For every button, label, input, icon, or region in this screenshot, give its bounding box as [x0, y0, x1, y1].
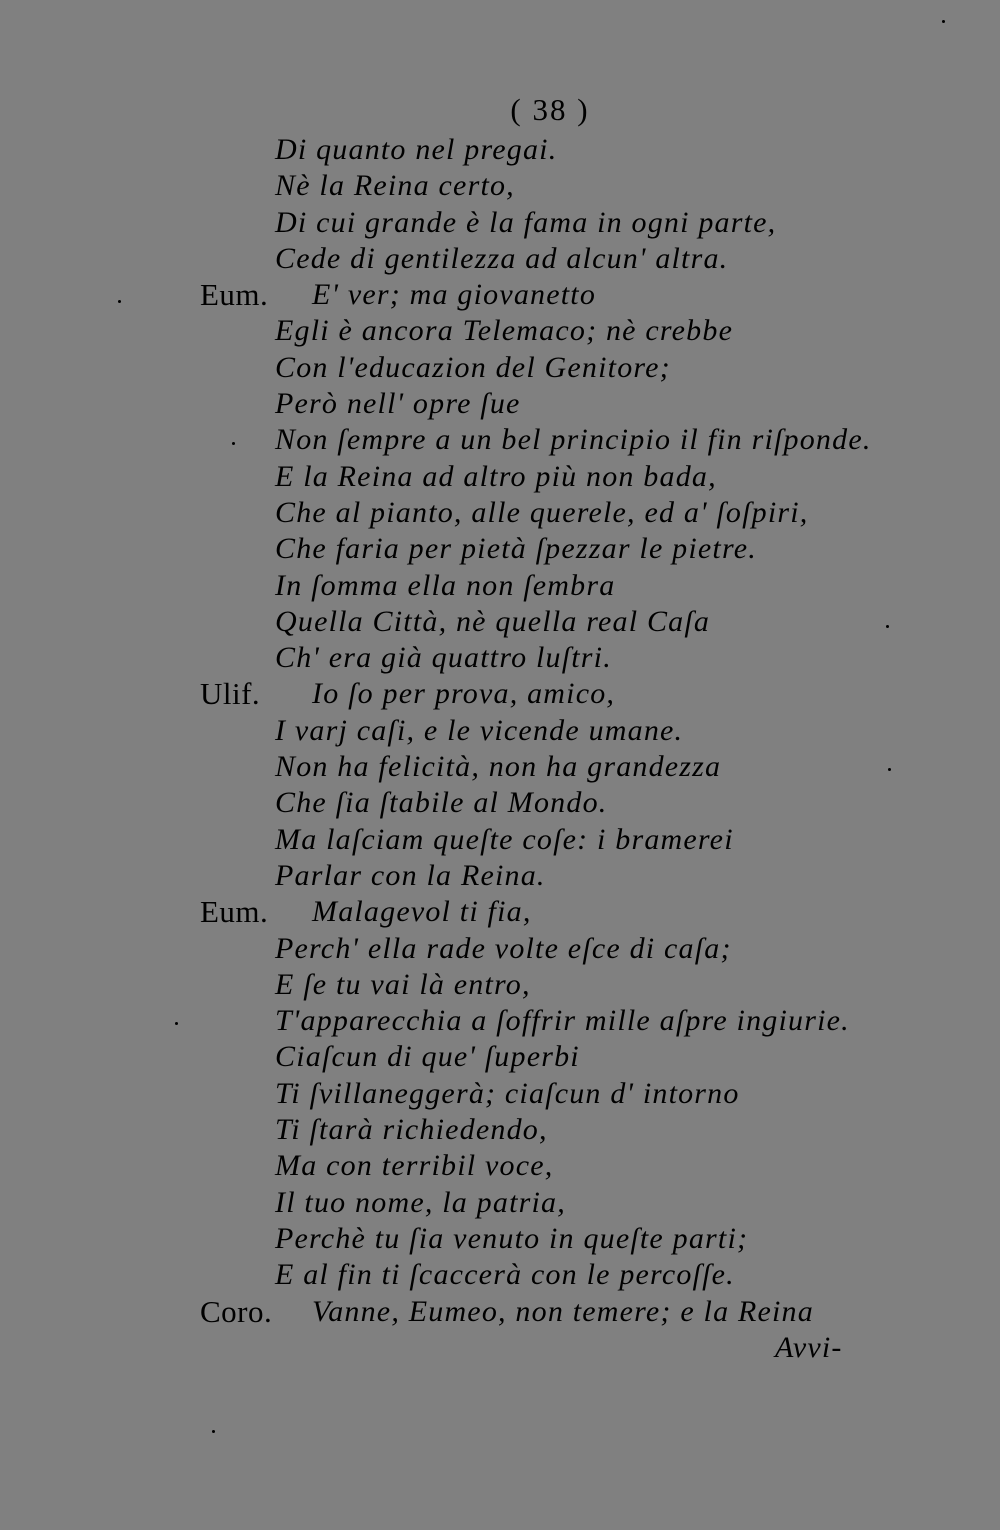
verse-line [0, 604, 1000, 640]
verse-line [0, 459, 1000, 495]
speaker-label: Ulif. [200, 676, 261, 712]
verse-line [0, 241, 1000, 277]
verse-line [0, 822, 1000, 858]
verse-line [0, 1039, 1000, 1075]
verse-text: Cede di gentilezza ad alcun' altra. [275, 241, 729, 275]
ink-speck [942, 20, 945, 23]
ink-speck [888, 768, 891, 771]
verse-line [0, 967, 1000, 1003]
verse-line [0, 894, 1000, 930]
verse-text: Ti ſtarà richiedendo, [275, 1113, 548, 1147]
verse-line [0, 640, 1000, 676]
speaker-label: Eum. [200, 894, 269, 930]
ink-speck [212, 1430, 215, 1433]
verse-text: Vanne, Eumeo, non temere; e la Reina [312, 1294, 814, 1328]
ink-speck [886, 625, 889, 628]
verse-line [0, 931, 1000, 967]
verse-text: Non ſempre a un bel principio il fin riſponde. [275, 423, 872, 457]
verse-text: Ti ſvillaneggerà; ciaſcun d' intorno [275, 1076, 740, 1110]
verse-block [0, 132, 1000, 1366]
speaker-label: Eum. [200, 277, 269, 313]
verse-text: T'apparecchia a ſoffrir mille aſpre ingiurie. [275, 1004, 850, 1038]
verse-line [0, 350, 1000, 386]
verse-text: Ma laſciam queſte coſe: i bramerei [275, 822, 734, 856]
verse-line [0, 1076, 1000, 1112]
verse-text: Che ſia ſtabile al Mondo. [275, 786, 608, 820]
verse-text: E ſe tu vai là entro, [275, 967, 531, 1001]
verse-line [0, 749, 1000, 785]
verse-line [0, 1294, 1000, 1330]
verse-text: Di quanto nel pregai. [275, 133, 558, 166]
verse-text: Però nell' opre ſue [275, 387, 521, 421]
verse-text: In ſomma ella non ſembra [275, 568, 616, 602]
verse-text: Che faria per pietà ſpezzar le pietre. [275, 532, 757, 566]
verse-text: Egli è ancora Telemaco; nè crebbe [275, 314, 734, 348]
verse-text: Che al pianto, alle querele, ed a' ſoſpiri, [275, 495, 809, 529]
verse-text: Non ha felicità, non ha grandezza [275, 750, 722, 784]
verse-line [0, 205, 1000, 241]
verse-line [0, 531, 1000, 567]
verse-line [0, 785, 1000, 821]
verse-line [0, 313, 1000, 349]
verse-line [0, 1003, 1000, 1039]
verse-line [0, 676, 1000, 712]
verse-line [0, 1148, 1000, 1184]
verse-text: E' ver; ma giovanetto [312, 278, 597, 312]
verse-text: Parlar con la Reina. [275, 858, 546, 892]
catchword-line [0, 1330, 1000, 1366]
verse-text: Ch' era già quattro luſtri. [275, 641, 612, 675]
speaker-label: Coro. [200, 1293, 273, 1329]
verse-line [0, 277, 1000, 313]
verse-text: Di cui grande è la fama in ogni parte, [275, 205, 777, 239]
verse-text: Con l'educazion del Genitore; [275, 350, 671, 384]
verse-line [0, 1221, 1000, 1257]
verse-text: Nè la Reina certo, [275, 169, 515, 203]
verse-text: Io ſo per prova, amico, [312, 677, 616, 711]
verse-line [0, 1185, 1000, 1221]
verse-text: Ma con terribil voce, [275, 1149, 554, 1183]
verse-text: Malagevol ti fia, [312, 895, 532, 929]
verse-line [0, 568, 1000, 604]
ink-speck [175, 1022, 178, 1025]
catchword: Avvi- [775, 1330, 843, 1364]
verse-text: Ciaſcun di que' ſuperbi [275, 1040, 580, 1074]
verse-line [0, 495, 1000, 531]
verse-line [0, 713, 1000, 749]
ink-speck [232, 442, 235, 445]
verse-line [0, 132, 1000, 168]
ink-speck [118, 300, 121, 303]
verse-text: Perch' ella rade volte eſce di caſa; [275, 931, 732, 965]
verse-line [0, 858, 1000, 894]
verse-line [0, 386, 1000, 422]
verse-line [0, 422, 1000, 458]
verse-text: Perchè tu ſia venuto in queſte parti; [275, 1221, 749, 1255]
verse-text: E al fin ti ſcaccerà con le percoſſe. [275, 1258, 735, 1292]
verse-line [0, 1257, 1000, 1293]
verse-text: Il tuo nome, la patria, [275, 1185, 566, 1219]
verse-text: I varj caſi, e le vicende umane. [275, 713, 684, 747]
verse-line [0, 1112, 1000, 1148]
verse-text: Quella Città, nè quella real Caſa [275, 604, 711, 638]
verse-text: E la Reina ad altro più non bada, [275, 459, 717, 493]
verse-line [0, 168, 1000, 204]
page-number: ( 38 ) [510, 92, 590, 127]
